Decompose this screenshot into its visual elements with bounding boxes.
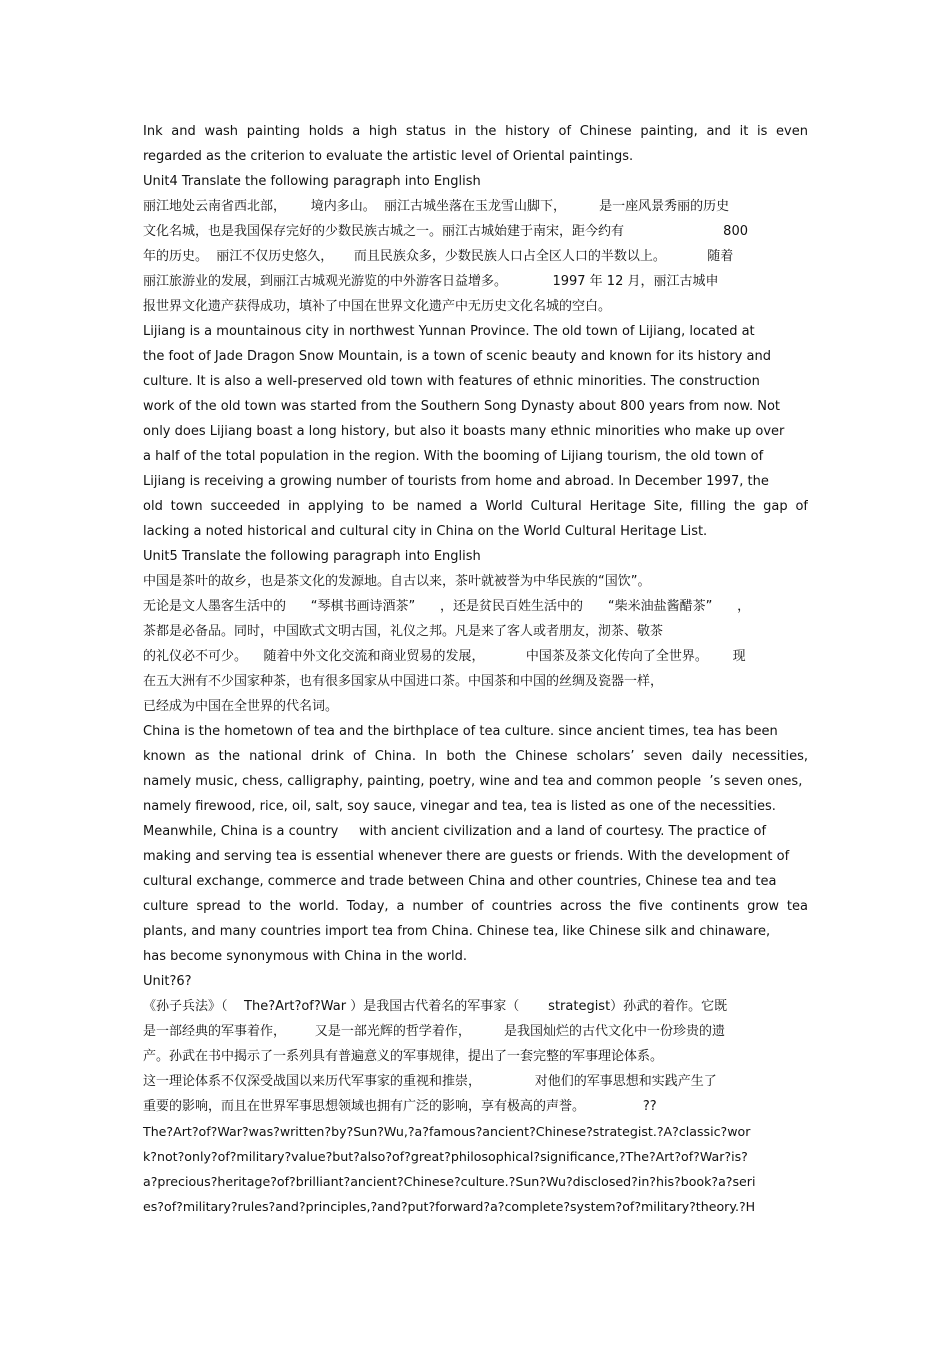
text-line: 丽江旅游业的发展，到丽江古城观光游览的中外游客日益增多。 1997 年 12 月，丽江古城申 bbox=[143, 274, 719, 289]
text-line: 的礼仪必不可少。 随着中外文化交流和商业贸易的发展， 中国茶及茶文化传向了全世界。 现 bbox=[143, 649, 746, 664]
text-line: k?not?only?of?military?value?but?also?of?great?philosophical?significance,?The?Art?of?War?is? bbox=[143, 1149, 748, 1164]
text-line: 重要的影响，而且在世界军事思想领域也拥有广泛的影响，享有极高的声誉。 ?? bbox=[143, 1099, 657, 1114]
unit6-english-paragraph bbox=[143, 1119, 808, 1219]
text-line: work of the old town was started from the Southern Song Dynasty about 800 years from now. Not bbox=[143, 399, 780, 414]
text-line: 丽江地处云南省西北部， 境内多山。 丽江古城坐落在玉龙雪山脚下， 是一座风景秀丽的历史 bbox=[143, 199, 730, 214]
unit5-english-paragraph bbox=[143, 719, 808, 969]
unit6-section bbox=[143, 969, 808, 1219]
text-line: 这一理论体系不仅深受战国以来历代军事家的重视和推崇， 对他们的军事思想和实践产生了 bbox=[143, 1074, 717, 1089]
text-line: cultural exchange, commerce and trade between China and other countries, Chinese tea and tea bbox=[143, 874, 777, 889]
text-line: 在五大洲有不少国家种茶，也有很多国家从中国进口茶。中国茶和中国的丝绸及瓷器一样， bbox=[143, 674, 664, 689]
text-line: namely music, chess, calligraphy, painting, poetry, wine and tea and common people ’s seven ones, bbox=[143, 774, 803, 789]
unit4-english-paragraph bbox=[143, 319, 808, 544]
text-line: old town succeeded in applying to be named a World Cultural Heritage Site, filling the gap of bbox=[143, 499, 808, 514]
text-line: Lijiang is receiving a growing number of tourists from home and abroad. In December 1997, the bbox=[143, 474, 769, 489]
text-line: 无论是文人墨客生活中的 “琴棋书画诗酒茶” ，还是贫民百姓生活中的 “柴米油盐酱醋茶” ， bbox=[143, 599, 751, 614]
text-line: namely firewood, rice, oil, salt, soy sauce, vinegar and tea, tea is listed as one of the necessities. bbox=[143, 799, 776, 814]
text-line: 《孙子兵法》（ The?Art?of?War ）是我国古代着名的军事家（ strategist）孙武的着作。它既 bbox=[143, 999, 728, 1014]
text-line: es?of?military?rules?and?principles,?and?put?forward?a?complete?system?of?military?theory.?H bbox=[143, 1199, 756, 1214]
text-line: lacking a noted historical and cultural city in China on the World Cultural Heritage List. bbox=[143, 524, 708, 539]
text-line: only does Lijiang boast a long history, but also it boasts many ethnic minorities who make up over bbox=[143, 424, 785, 439]
text-line: The?Art?of?War?was?written?by?Sun?Wu,?a?famous?ancient?Chinese?strategist.?A?classic?wor bbox=[143, 1124, 751, 1139]
unit6-heading: Unit?6? bbox=[143, 974, 192, 989]
text-line: regarded as the criterion to evaluate the artistic level of Oriental paintings. bbox=[143, 149, 634, 164]
text-line: 是一部经典的军事着作， 又是一部光辉的哲学着作， 是我国灿烂的古代文化中一份珍贵的遗 bbox=[143, 1024, 725, 1039]
text-line: making and serving tea is essential whenever there are guests or friends. With the development of bbox=[143, 849, 790, 864]
text-line: plants, and many countries import tea from China. Chinese tea, like Chinese silk and chinaware, bbox=[143, 924, 771, 939]
document-page bbox=[143, 119, 808, 1219]
text-line: Meanwhile, China is a country with ancient civilization and a land of courtesy. The practice of bbox=[143, 824, 767, 839]
unit4-heading: Unit4 Translate the following paragraph into English bbox=[143, 174, 481, 189]
text-line: the foot of Jade Dragon Snow Mountain, is a town of scenic beauty and known for its history and bbox=[143, 349, 771, 364]
text-line: 年的历史。 丽江不仅历史悠久， 而且民族众多，少数民族人口占全区人口的半数以上。 随着 bbox=[143, 249, 734, 264]
unit5-section bbox=[143, 544, 808, 969]
text-line: 茶都是必备品。同时，中国欧式文明古国，礼仪之邦。凡是来了客人或者朋友，沏茶、敬茶 bbox=[143, 624, 664, 639]
unit4-chinese-paragraph bbox=[143, 194, 808, 319]
text-line: 报世界文化遗产获得成功，填补了中国在世界文化遗产中无历史文化名城的空白。 bbox=[143, 299, 612, 314]
text-line: has become synonymous with China in the world. bbox=[143, 949, 467, 964]
text-line: a half of the total population in the region. With the booming of Lijiang tourism, the old town of bbox=[143, 449, 764, 464]
text-line: Lijiang is a mountainous city in northwest Yunnan Province. The old town of Lijiang, located at bbox=[143, 324, 755, 339]
unit6-chinese-paragraph bbox=[143, 994, 808, 1119]
text-line: known as the national drink of China. In both the Chinese scholars’ seven daily necessities, bbox=[143, 749, 808, 764]
text-line: culture. It is also a well-preserved old town with features of ethnic minorities. The construction bbox=[143, 374, 760, 389]
text-line: culture spread to the world. Today, a number of countries across the five continents grow tea bbox=[143, 899, 808, 914]
intro-paragraph bbox=[143, 119, 808, 169]
text-line: 文化名城，也是我国保存完好的少数民族古城之一。丽江古城始建于南宋，距今约有 800 bbox=[143, 224, 748, 239]
unit5-chinese-paragraph bbox=[143, 569, 808, 719]
text-line: China is the hometown of tea and the birthplace of tea culture. since ancient times, tea has been bbox=[143, 724, 778, 739]
text-line: 中国是茶叶的故乡，也是茶文化的发源地。自古以来，茶叶就被誉为中华民族的“国饮”。 bbox=[143, 574, 651, 589]
unit4-section bbox=[143, 169, 808, 544]
text-line: 已经成为中国在全世界的代名词。 bbox=[143, 699, 339, 714]
text-line: a?precious?heritage?of?brilliant?ancient?Chinese?culture.?Sun?Wu?disclosed?in?his?book?a?seri bbox=[143, 1174, 756, 1189]
text-line: 产。孙武在书中揭示了一系列具有普遍意义的军事规律，提出了一套完整的军事理论体系。 bbox=[143, 1049, 664, 1064]
unit5-heading: Unit5 Translate the following paragraph into English bbox=[143, 549, 481, 564]
text-line: Ink and wash painting holds a high status in the history of Chinese painting, and it is even bbox=[143, 124, 808, 139]
